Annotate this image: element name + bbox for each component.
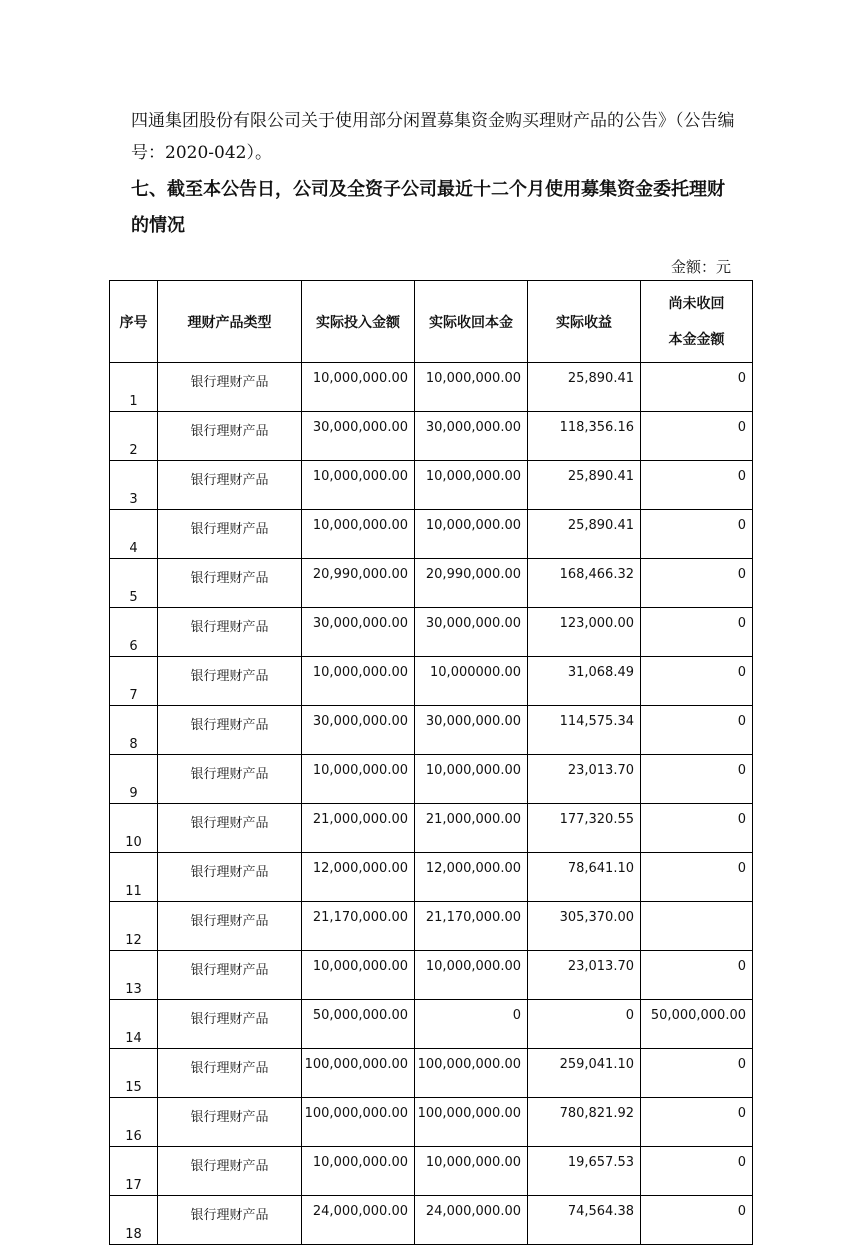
cell-recovered-principal: 0 bbox=[415, 1000, 528, 1049]
table-row bbox=[110, 412, 753, 461]
cell-product-type: 银行理财产品 bbox=[158, 1098, 302, 1147]
cell-recovered-principal: 10,000,000.00 bbox=[415, 510, 528, 559]
cell-product-type: 银行理财产品 bbox=[158, 853, 302, 902]
table-row bbox=[110, 706, 753, 755]
cell-outstanding-principal: 0 bbox=[641, 608, 753, 657]
cell-recovered-principal: 24,000,000.00 bbox=[415, 1196, 528, 1245]
table-header-row bbox=[110, 281, 753, 363]
header-outstanding-line1: 尚未收回 bbox=[668, 295, 725, 312]
cell-invested-amount: 10,000,000.00 bbox=[302, 510, 415, 559]
cell-actual-income: 31,068.49 bbox=[528, 657, 641, 706]
cell-index: 5 bbox=[110, 559, 158, 608]
cell-outstanding-principal bbox=[641, 902, 753, 951]
table-row bbox=[110, 1147, 753, 1196]
cell-index: 4 bbox=[110, 510, 158, 559]
cell-recovered-principal: 10,000,000.00 bbox=[415, 363, 528, 412]
cell-invested-amount: 30,000,000.00 bbox=[302, 412, 415, 461]
cell-index: 6 bbox=[110, 608, 158, 657]
cell-actual-income: 123,000.00 bbox=[528, 608, 641, 657]
cell-invested-amount: 50,000,000.00 bbox=[302, 1000, 415, 1049]
cell-actual-income: 25,890.41 bbox=[528, 363, 641, 412]
cell-actual-income: 25,890.41 bbox=[528, 510, 641, 559]
cell-recovered-principal: 100,000,000.00 bbox=[415, 1098, 528, 1147]
cell-invested-amount: 12,000,000.00 bbox=[302, 853, 415, 902]
cell-actual-income: 23,013.70 bbox=[528, 755, 641, 804]
cell-invested-amount: 21,000,000.00 bbox=[302, 804, 415, 853]
cell-index: 9 bbox=[110, 755, 158, 804]
header-outstanding-line2: 本金金额 bbox=[668, 331, 725, 348]
cell-recovered-principal: 10,000,000.00 bbox=[415, 461, 528, 510]
cell-product-type: 银行理财产品 bbox=[158, 951, 302, 1000]
table-row bbox=[110, 363, 753, 412]
cell-invested-amount: 10,000,000.00 bbox=[302, 657, 415, 706]
table-row bbox=[110, 1049, 753, 1098]
table-row bbox=[110, 657, 753, 706]
table-row bbox=[110, 608, 753, 657]
table-row bbox=[110, 902, 753, 951]
cell-index: 13 bbox=[110, 951, 158, 1000]
table-row bbox=[110, 853, 753, 902]
cell-outstanding-principal: 0 bbox=[641, 363, 753, 412]
cell-actual-income: 118,356.16 bbox=[528, 412, 641, 461]
cell-product-type: 银行理财产品 bbox=[158, 1000, 302, 1049]
cell-index: 16 bbox=[110, 1098, 158, 1147]
cell-product-type: 银行理财产品 bbox=[158, 412, 302, 461]
cell-actual-income: 25,890.41 bbox=[528, 461, 641, 510]
cell-actual-income: 305,370.00 bbox=[528, 902, 641, 951]
cell-actual-income: 780,821.92 bbox=[528, 1098, 641, 1147]
cell-invested-amount: 100,000,000.00 bbox=[302, 1098, 415, 1147]
header-index: 序号 bbox=[110, 281, 158, 363]
cell-outstanding-principal: 0 bbox=[641, 706, 753, 755]
cell-product-type: 银行理财产品 bbox=[158, 902, 302, 951]
cell-outstanding-principal: 0 bbox=[641, 657, 753, 706]
cell-recovered-principal: 30,000,000.00 bbox=[415, 412, 528, 461]
cell-outstanding-principal: 0 bbox=[641, 804, 753, 853]
header-invested-amount: 实际投入金额 bbox=[302, 281, 415, 363]
cell-invested-amount: 10,000,000.00 bbox=[302, 461, 415, 510]
cell-recovered-principal: 30,000,000.00 bbox=[415, 706, 528, 755]
cell-invested-amount: 30,000,000.00 bbox=[302, 706, 415, 755]
cell-recovered-principal: 21,170,000.00 bbox=[415, 902, 528, 951]
cell-product-type: 银行理财产品 bbox=[158, 510, 302, 559]
header-outstanding-principal bbox=[641, 281, 753, 363]
cell-index: 8 bbox=[110, 706, 158, 755]
table-row bbox=[110, 1000, 753, 1049]
header-actual-income: 实际收益 bbox=[528, 281, 641, 363]
cell-invested-amount: 10,000,000.00 bbox=[302, 1147, 415, 1196]
intro-paragraph: 四通集团股份有限公司关于使用部分闲置募集资金购买理财产品的公告》（公告编号：2020-042）。 bbox=[131, 111, 735, 163]
table-row bbox=[110, 1196, 753, 1245]
cell-recovered-principal: 10,000000.00 bbox=[415, 657, 528, 706]
cell-index: 14 bbox=[110, 1000, 158, 1049]
cell-actual-income: 19,657.53 bbox=[528, 1147, 641, 1196]
cell-product-type: 银行理财产品 bbox=[158, 755, 302, 804]
unit-label: 金额：元 bbox=[670, 258, 731, 276]
cell-invested-amount: 10,000,000.00 bbox=[302, 951, 415, 1000]
cell-outstanding-principal: 0 bbox=[641, 755, 753, 804]
header-product-type: 理财产品类型 bbox=[158, 281, 302, 363]
cell-product-type: 银行理财产品 bbox=[158, 1147, 302, 1196]
cell-invested-amount: 20,990,000.00 bbox=[302, 559, 415, 608]
cell-index: 11 bbox=[110, 853, 158, 902]
cell-index: 2 bbox=[110, 412, 158, 461]
cell-actual-income: 23,013.70 bbox=[528, 951, 641, 1000]
cell-outstanding-principal: 0 bbox=[641, 559, 753, 608]
table-row bbox=[110, 461, 753, 510]
cell-product-type: 银行理财产品 bbox=[158, 657, 302, 706]
cell-index: 12 bbox=[110, 902, 158, 951]
cell-actual-income: 0 bbox=[528, 1000, 641, 1049]
table-row bbox=[110, 510, 753, 559]
cell-product-type: 银行理财产品 bbox=[158, 461, 302, 510]
cell-index: 17 bbox=[110, 1147, 158, 1196]
cell-invested-amount: 30,000,000.00 bbox=[302, 608, 415, 657]
cell-outstanding-principal: 0 bbox=[641, 510, 753, 559]
cell-product-type: 银行理财产品 bbox=[158, 559, 302, 608]
cell-recovered-principal: 10,000,000.00 bbox=[415, 951, 528, 1000]
cell-invested-amount: 10,000,000.00 bbox=[302, 755, 415, 804]
cell-invested-amount: 21,170,000.00 bbox=[302, 902, 415, 951]
cell-outstanding-principal: 0 bbox=[641, 461, 753, 510]
cell-actual-income: 168,466.32 bbox=[528, 559, 641, 608]
cell-recovered-principal: 100,000,000.00 bbox=[415, 1049, 528, 1098]
cell-product-type: 银行理财产品 bbox=[158, 804, 302, 853]
cell-product-type: 银行理财产品 bbox=[158, 1196, 302, 1245]
table-row bbox=[110, 1098, 753, 1147]
cell-recovered-principal: 10,000,000.00 bbox=[415, 755, 528, 804]
cell-index: 7 bbox=[110, 657, 158, 706]
cell-product-type: 银行理财产品 bbox=[158, 608, 302, 657]
cell-outstanding-principal: 0 bbox=[641, 853, 753, 902]
cell-outstanding-principal: 50,000,000.00 bbox=[641, 1000, 753, 1049]
cell-product-type: 银行理财产品 bbox=[158, 706, 302, 755]
cell-recovered-principal: 12,000,000.00 bbox=[415, 853, 528, 902]
header-recovered-principal: 实际收回本金 bbox=[415, 281, 528, 363]
cell-invested-amount: 10,000,000.00 bbox=[302, 363, 415, 412]
cell-product-type: 银行理财产品 bbox=[158, 1049, 302, 1098]
cell-recovered-principal: 21,000,000.00 bbox=[415, 804, 528, 853]
cell-index: 18 bbox=[110, 1196, 158, 1245]
cell-actual-income: 74,564.38 bbox=[528, 1196, 641, 1245]
cell-outstanding-principal: 0 bbox=[641, 1147, 753, 1196]
cell-product-type: 银行理财产品 bbox=[158, 363, 302, 412]
section-heading: 七、截至本公告日，公司及全资子公司最近十二个月使用募集资金委托理财的情况 bbox=[131, 179, 725, 236]
cell-index: 15 bbox=[110, 1049, 158, 1098]
cell-outstanding-principal: 0 bbox=[641, 951, 753, 1000]
cell-index: 3 bbox=[110, 461, 158, 510]
cell-outstanding-principal: 0 bbox=[641, 1049, 753, 1098]
wealth-management-table bbox=[109, 280, 753, 1245]
table-row bbox=[110, 951, 753, 1000]
cell-actual-income: 259,041.10 bbox=[528, 1049, 641, 1098]
table-row bbox=[110, 804, 753, 853]
cell-outstanding-principal: 0 bbox=[641, 1196, 753, 1245]
cell-actual-income: 114,575.34 bbox=[528, 706, 641, 755]
cell-actual-income: 177,320.55 bbox=[528, 804, 641, 853]
cell-invested-amount: 100,000,000.00 bbox=[302, 1049, 415, 1098]
cell-recovered-principal: 10,000,000.00 bbox=[415, 1147, 528, 1196]
cell-recovered-principal: 30,000,000.00 bbox=[415, 608, 528, 657]
table-row bbox=[110, 755, 753, 804]
cell-index: 10 bbox=[110, 804, 158, 853]
cell-index: 1 bbox=[110, 363, 158, 412]
cell-outstanding-principal: 0 bbox=[641, 1098, 753, 1147]
cell-recovered-principal: 20,990,000.00 bbox=[415, 559, 528, 608]
cell-invested-amount: 24,000,000.00 bbox=[302, 1196, 415, 1245]
table-row bbox=[110, 559, 753, 608]
cell-outstanding-principal: 0 bbox=[641, 412, 753, 461]
cell-actual-income: 78,641.10 bbox=[528, 853, 641, 902]
